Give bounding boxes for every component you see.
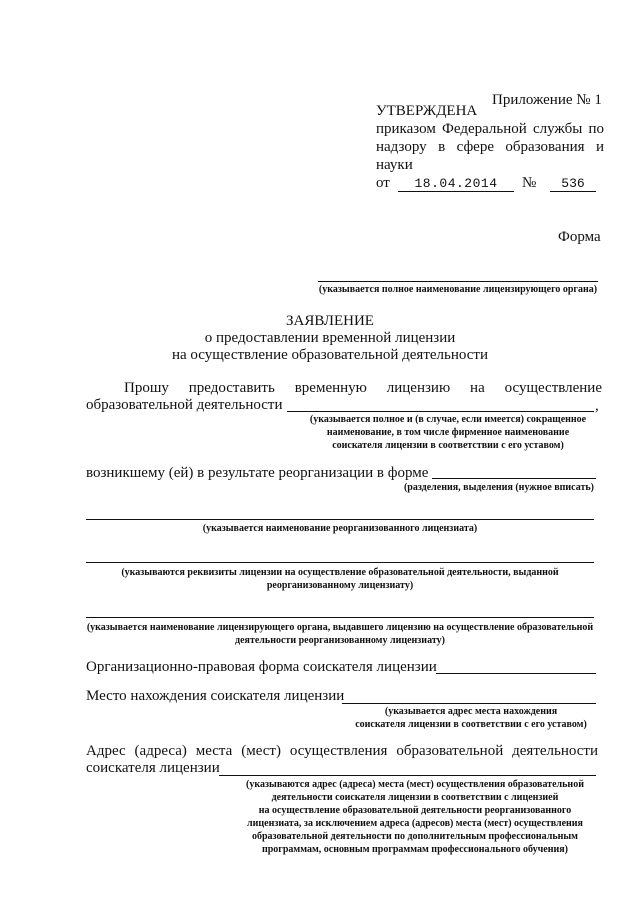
number-label: № xyxy=(522,175,537,191)
from-label: от xyxy=(376,175,390,191)
reorganized-name-field-line[interactable] xyxy=(86,519,594,520)
issuing-authority-field-line[interactable] xyxy=(86,617,594,618)
document-subtitle-1: о предоставлении временной лицензии xyxy=(204,330,456,346)
legal-form-label: Организационно-правовая форма соискателя лицензии xyxy=(86,659,437,675)
activity-address-caption-5: образовательной деятельности по дополнительным профессиональным xyxy=(251,831,578,842)
reorg-label: возникшему (ей) в результате реорганизации в форме xyxy=(86,465,429,481)
license-details-field-line[interactable] xyxy=(86,562,594,563)
issuing-authority-caption-2: деятельности реорганизованному лицензиату) xyxy=(235,635,445,646)
issuing-authority-caption-1: (указывается наименование лицензирующего органа, выдавшего лицензию на осуществление образовательной xyxy=(86,622,594,633)
authority-caption: (указывается полное наименование лицензирующего органа) xyxy=(318,284,598,295)
location-field-line[interactable] xyxy=(342,703,596,704)
reorg-caption: (разделения, выделения (нужное вписать) xyxy=(403,482,595,493)
reorganized-name-caption: (указывается наименование реорганизованного лицензиата) xyxy=(202,523,478,534)
license-details-caption-2: реорганизованному лицензиату) xyxy=(266,580,414,591)
document-title: ЗАЯВЛЕНИЕ xyxy=(286,313,374,329)
authority-field-line[interactable] xyxy=(318,281,598,282)
form-label: Форма xyxy=(558,229,601,245)
request-comma: , xyxy=(595,398,599,414)
activity-address-line-1: Адрес (адреса) места (мест) осуществления образовательной деятельности xyxy=(86,743,598,759)
activity-address-caption-2: деятельности соискателя лицензии в соответствии с лицензией xyxy=(271,792,559,803)
activity-address-caption-3: на осуществление образовательной деятельности реорганизованного xyxy=(258,805,572,816)
document-subtitle-2: на осуществление образовательной деятельности xyxy=(171,347,489,363)
activity-address-line-2: соискателя лицензии xyxy=(86,760,220,776)
applicant-name-caption-3: соискателя лицензии в соответствии с его уставом) xyxy=(332,440,564,451)
order-line-3: науки xyxy=(376,157,413,173)
location-caption-1: (указывается адрес места нахождения xyxy=(384,706,558,717)
location-caption-2: соискателя лицензии в соответствии с его уставом) xyxy=(355,719,587,730)
legal-form-field-line[interactable] xyxy=(436,673,596,674)
license-details-caption-1: (указываются реквизиты лицензии на осуществление образовательной деятельности, выданной xyxy=(121,567,559,578)
request-line-2: образовательной деятельности xyxy=(86,397,283,413)
activity-address-caption-1: (указываются адрес (адреса) места (мест) осуществления образовательной xyxy=(246,779,584,790)
activity-address-field-line[interactable] xyxy=(219,775,596,776)
order-line-1: приказом Федеральной службы по xyxy=(376,121,604,137)
order-date: 18.04.2014 xyxy=(398,176,514,192)
order-number: 536 xyxy=(550,176,596,192)
applicant-name-caption-2: наименование, в том числе фирменное наименование xyxy=(326,427,570,438)
approved-label: УТВЕРЖДЕНА xyxy=(376,103,478,119)
applicant-name-field-line[interactable] xyxy=(287,411,594,412)
appendix-label: Приложение № 1 xyxy=(492,92,602,108)
order-line-2: надзору в сфере образования и xyxy=(376,139,604,155)
activity-address-caption-6: программам, основным программам профессионального обучения) xyxy=(261,844,569,855)
request-line-1: Прошу предоставить временную лицензию на осуществление xyxy=(124,380,602,396)
activity-address-caption-4: лицензиата, за исключением адреса (адресов) места (мест) осуществления xyxy=(247,818,583,829)
applicant-name-caption-1: (указывается полное и (в случае, если имеется) сокращенное xyxy=(309,414,587,425)
location-label: Место нахождения соискателя лицензии xyxy=(86,688,345,704)
reorg-form-field-line[interactable] xyxy=(432,478,596,479)
